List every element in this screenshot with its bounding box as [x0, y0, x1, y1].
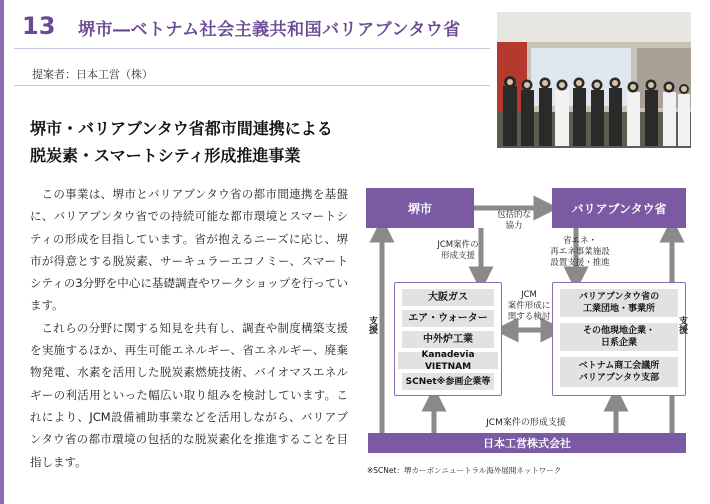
entity-chamber-of-commerce: ベトナム商工会議所 バリアブンタウ支部	[560, 357, 678, 387]
headline	[30, 115, 333, 169]
scnet-footnote: ※SCNet：堺カーボンニュートラル海外展開ネットワーク	[367, 466, 562, 475]
jcm-support-label-line-2: 形成支援	[440, 251, 475, 261]
proposer-label: 提案者：日本工営（株）	[32, 68, 153, 81]
energy-support-label	[538, 236, 622, 269]
accent-bar	[0, 0, 4, 504]
support-label-left: 支援	[367, 316, 377, 334]
province-box: バリアブンタウ省	[552, 188, 686, 228]
body-paragraph-1: この事業は、堺市とバリアブンタウ省の都市間連携を基盤に、バリアブンタウ省での持続可能な都市環境とスマートシティの形成を目指しています。省が抱えるニーズに応じ、堺市が得意とする脱炭素、サーキュラーエコノミー、スマートシティの3分野を中心に基礎調査やワークショップを行っています。	[30, 187, 348, 313]
page-title: 堺市―ベトナム社会主義共和国バリアブンタウ省	[78, 20, 461, 40]
jcm-formation-label-line-2: 案件形成に	[507, 301, 551, 311]
nippon-koei-box: 日本工営株式会社	[368, 433, 686, 453]
header	[0, 0, 490, 52]
jcm-formation-label-line-1: JCM	[521, 290, 537, 300]
group-photo	[497, 12, 691, 148]
jcm-support-label-line-1: JCM案件の	[437, 240, 479, 250]
entity-scnet: SCNet※参画企業等	[402, 373, 494, 390]
cooperation-label-line-2: 協力	[505, 221, 523, 231]
jcm-bottom-label: JCM案件の形成支援	[486, 418, 566, 428]
entity-other-companies: その他現地企業・ 日系企業	[560, 323, 678, 351]
energy-support-label-line-3: 設置支援・推進	[550, 258, 610, 268]
group-photo-illustration	[497, 12, 691, 148]
entity-osaka-gas: 大阪ガス	[402, 289, 494, 306]
headline-line-2: 脱炭素・スマートシティ形成推進事業	[30, 146, 301, 165]
cooperation-diagram	[366, 186, 688, 476]
energy-support-label-line-2: 再エネ事業施設	[550, 247, 610, 257]
entity-kanadevia: Kanadevia VIETNAM	[398, 352, 498, 369]
entity-air-water: エア・ウォーター	[402, 310, 494, 327]
cooperation-label-line-1: 包括的な	[496, 210, 531, 220]
proposer-divider	[14, 85, 490, 86]
body-text	[30, 183, 348, 473]
cooperation-label	[478, 210, 550, 232]
section-number: 13	[22, 12, 56, 40]
energy-support-label-line-1: 省エネ・	[562, 236, 597, 246]
jcm-formation-label	[502, 290, 556, 323]
headline-line-1: 堺市・バリアブンタウ省都市間連携による	[30, 119, 333, 138]
entity-industrial-parks: バリアブンタウ省の 工業団地・事業所	[560, 289, 678, 317]
entity-chugai-ro: 中外炉工業	[402, 331, 494, 348]
support-label-right: 支援	[677, 316, 687, 334]
body-paragraph-2: これらの分野に関する知見を共有し、調査や制度構築支援を実施するほか、再生可能エネルギー、省エネルギー、廃棄物発電、水素を活用した脱炭素燃焼技術、バイオマスエネルギーの利活用といった幅広い取り組みを検討しています。これにより、JCM設備補助事業などを活用しながら、バリアブンタウ省の都市環境の包括的な脱炭素化を推進することを目指します。	[30, 320, 348, 469]
jcm-formation-label-line-3: 関する検討	[507, 312, 551, 322]
header-divider	[14, 48, 490, 49]
sakai-city-box: 堺市	[366, 188, 474, 228]
jcm-support-label	[436, 240, 480, 262]
